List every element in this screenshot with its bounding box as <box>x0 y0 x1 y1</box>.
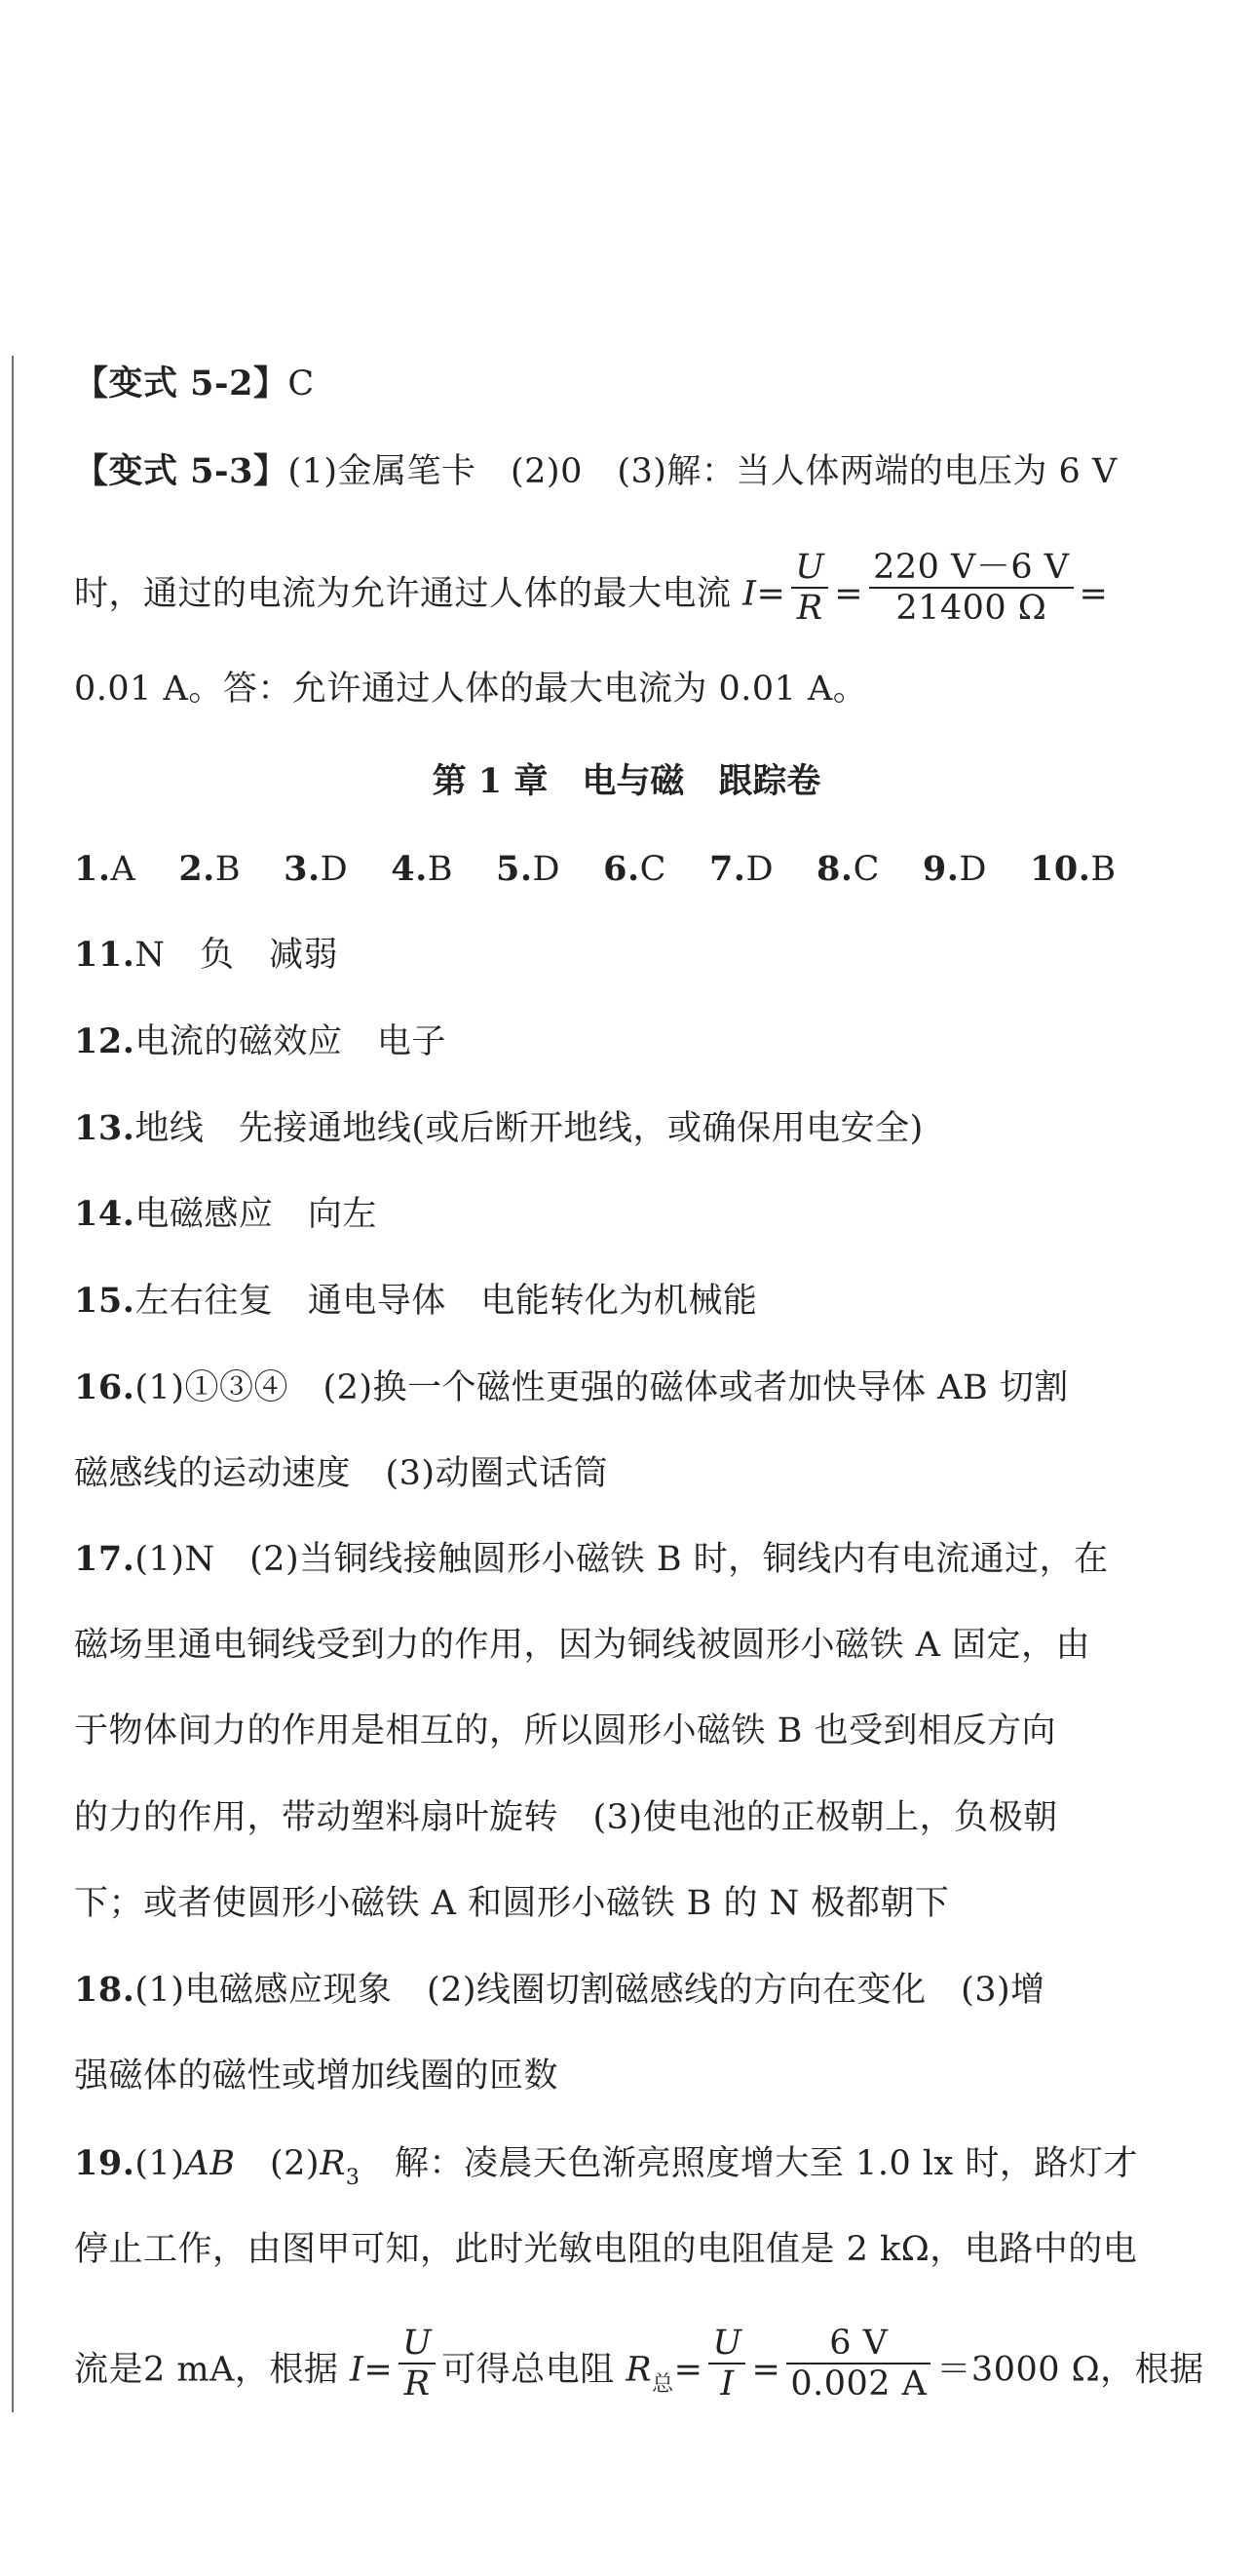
equals-sign: = <box>756 574 786 614</box>
q19-part1-label: (1) <box>134 2144 185 2183</box>
q17-answer-line2: 磁场里通电铜线受到力的作用，因为铜线被圆形小磁铁 A 固定，由 <box>74 1626 1091 1665</box>
q19-answer-line2: 停止工作，由图甲可知，此时光敏电阻的电阻值是 2 kΩ，电路中的电 <box>74 2230 1138 2269</box>
q-answer: C <box>853 850 880 889</box>
q-number: 1. <box>74 849 111 889</box>
equals-sign: = <box>1079 574 1109 614</box>
fraction-denominator: R <box>403 2365 431 2403</box>
q19-line2 <box>74 2228 1137 2271</box>
current-symbol: I <box>349 2350 364 2390</box>
q12-line <box>74 1020 446 1063</box>
variant-5-2-line <box>74 363 315 405</box>
fraction-voltage-over-resistance <box>869 548 1073 628</box>
variant-5-2-label: 【变式 5-2】 <box>74 364 288 404</box>
q-number: 3. <box>284 849 321 889</box>
equals-sign: = <box>673 2350 703 2390</box>
fraction-numerator: U <box>708 2324 745 2365</box>
total-resistance-symbol: R <box>626 2350 653 2390</box>
q18-answer-line1: (1)电磁感应现象 (2)线圈切割磁感线的方向在变化 (3)增 <box>134 1971 1045 2010</box>
q-answer: B <box>427 850 453 889</box>
equals-sign: = <box>363 2350 394 2390</box>
variant-5-3-line2 <box>74 548 1109 635</box>
q17-line3 <box>74 1710 1056 1752</box>
q-number: 10. <box>1029 849 1091 889</box>
q15-line <box>74 1280 757 1323</box>
q-number: 6. <box>603 849 640 889</box>
q19-line3-text-b: 可得总电阻 <box>441 2350 626 2390</box>
q17-line4 <box>74 1796 1058 1839</box>
fraction-denominator: I <box>720 2365 735 2403</box>
variant-5-2-answer: C <box>287 365 315 404</box>
q-answer: D <box>959 850 987 889</box>
conductor-ab: AB <box>184 2144 236 2183</box>
variant-5-3-answer-text: 0.01 A。答：允许通过人体的最大电流为 0.01 A。 <box>74 670 868 709</box>
fraction-denominator: 21400 Ω <box>895 589 1047 628</box>
q15-answer: 左右往复 通电导体 电能转化为机械能 <box>134 1282 758 1321</box>
resistor-subscript: 3 <box>345 2166 361 2190</box>
margin-rule <box>12 356 14 2412</box>
equals-sign: = <box>751 2350 781 2390</box>
q-number: 7. <box>708 849 746 889</box>
q19-line3-text-a: 流是2 mA，根据 <box>74 2350 350 2390</box>
q-number: 18. <box>74 1970 135 2010</box>
q-answer: B <box>1090 850 1117 889</box>
q-number: 16. <box>74 1367 135 1407</box>
q19-solution-text: 解：凌晨天色渐亮照度增大至 1.0 lx 时，路灯才 <box>360 2144 1138 2183</box>
fraction-voltage-over-current <box>786 2324 930 2403</box>
q19-part2-label: (2) <box>235 2144 321 2183</box>
q16-answer-line2: 磁感线的运动速度 (3)动圈式话筒 <box>74 1454 609 1493</box>
resistor-symbol: R <box>320 2144 346 2183</box>
q-number: 15. <box>74 1281 135 1321</box>
q-answer: D <box>745 850 775 889</box>
mc-answers-line <box>74 848 1117 891</box>
q-number: 13. <box>74 1108 135 1148</box>
q-answer: D <box>320 850 349 889</box>
q11-line <box>74 934 338 977</box>
formula-current-symbol: I <box>742 574 757 614</box>
q13-line <box>74 1107 924 1150</box>
fraction-numerator: U <box>399 2324 436 2365</box>
variant-5-3-text: (1)金属笔卡 (2)0 (3)解：当人体两端的电压为 6 V <box>287 452 1118 491</box>
q-number: 11. <box>74 935 135 975</box>
q-number: 14. <box>74 1194 135 1234</box>
q18-line2 <box>74 2055 558 2097</box>
q19-line3 <box>74 2324 1204 2411</box>
q-number: 2. <box>178 849 215 889</box>
fraction-numerator: U <box>791 548 828 589</box>
q-answer: A <box>110 850 136 889</box>
q-number: 5. <box>496 849 533 889</box>
fraction-u-over-r <box>791 548 828 628</box>
q-number: 9. <box>922 849 960 889</box>
variant-5-3-line1 <box>74 450 1118 493</box>
chapter-title: 第 1 章 电与磁 跟踪卷 <box>432 761 821 801</box>
q18-answer-line2: 强磁体的磁性或增加线圈的匝数 <box>74 2057 559 2095</box>
q-answer: B <box>214 850 242 889</box>
q-answer: C <box>639 850 666 889</box>
equals-sign: = <box>834 574 864 614</box>
total-resistance-subscript: 总 <box>652 2371 674 2397</box>
q14-line <box>74 1193 377 1236</box>
fraction-u-over-i <box>708 2324 745 2403</box>
q17-answer-line4: 的力的作用，带动塑料扇叶旋转 (3)使电池的正极朝上，负极朝 <box>74 1798 1058 1837</box>
q17-answer-line3: 于物体间力的作用是相互的，所以圆形小磁铁 B 也受到相反方向 <box>74 1711 1056 1750</box>
q-number: 17. <box>74 1539 135 1579</box>
q12-answer: 电流的磁效应 电子 <box>134 1022 446 1061</box>
q16-line1 <box>74 1366 1069 1409</box>
q-number: 19. <box>74 2143 135 2183</box>
q16-line2 <box>74 1452 608 1495</box>
q14-answer: 电磁感应 向左 <box>134 1195 377 1234</box>
q18-line1 <box>74 1969 1045 2012</box>
fraction-numerator: 220 V－6 V <box>869 548 1073 589</box>
fraction-denominator: R <box>796 589 823 628</box>
q17-line5 <box>74 1882 949 1925</box>
q19-line1 <box>74 2142 1138 2190</box>
q16-answer-line1: (1)①③④ (2)换一个磁性更强的磁体或者加快导体 AB 切割 <box>134 1368 1069 1407</box>
fraction-denominator: 0.002 A <box>790 2365 928 2403</box>
q17-answer-line1: (1)N (2)当铜线接触圆形小磁铁 B 时，铜线内有电流通过，在 <box>134 1540 1109 1579</box>
q-answer: D <box>532 850 561 889</box>
fraction-numerator: 6 V <box>786 2324 930 2365</box>
q19-line3-text-c: ＝3000 Ω，根据 <box>936 2350 1204 2390</box>
q-number: 12. <box>74 1021 135 1061</box>
fraction-u-over-r <box>399 2324 436 2403</box>
q11-answer: N 负 减弱 <box>134 936 339 975</box>
q17-line1 <box>74 1538 1109 1581</box>
q-number: 8. <box>816 849 854 889</box>
q17-answer-line5: 下；或者使圆形小磁铁 A 和圆形小磁铁 B 的 N 极都朝下 <box>74 1884 950 1923</box>
q17-line2 <box>74 1624 1090 1667</box>
q13-answer: 地线 先接通地线(或后断开地线，或确保用电安全) <box>134 1109 924 1148</box>
q-number: 4. <box>391 849 428 889</box>
variant-5-3-line3 <box>74 668 867 711</box>
variant-5-3-label: 【变式 5-3】 <box>74 451 288 491</box>
variant-5-3-line2-text: 时，通过的电流为允许通过人体的最大电流 <box>74 574 743 614</box>
